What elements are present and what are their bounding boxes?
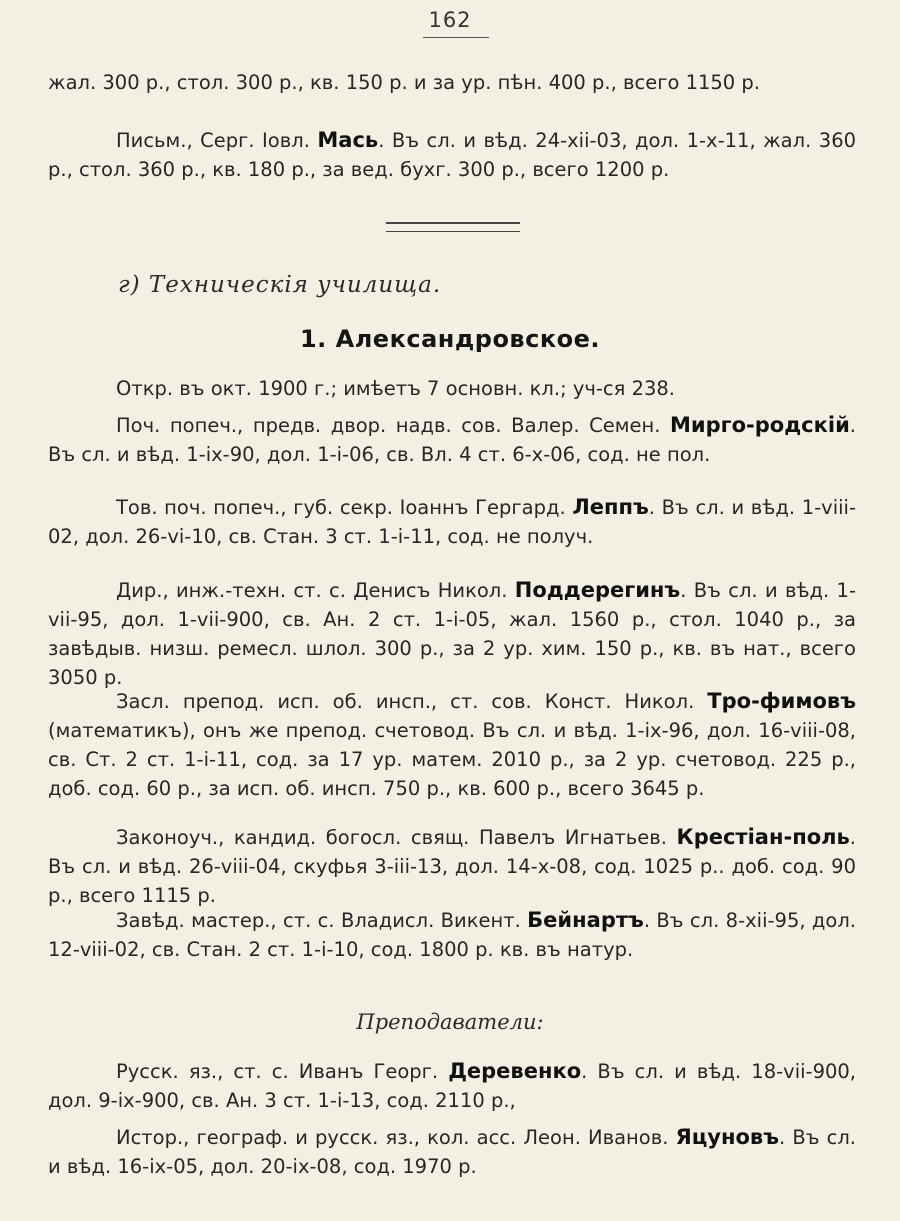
surname: Тро-фимовъ [707, 689, 856, 713]
entry-beinart: Завѣд. мастер., ст. с. Владисл. Викент. Бейнартъ. Въ сл. 8-xii-95, дол. 12-viii-02, св. Стан. 2 ст. 1-i-10, сод. 1800 р. кв. въ натур. [48, 908, 856, 961]
section-divider [386, 222, 520, 232]
school-title: 1. Александровское. [299, 325, 601, 353]
surname: Крестіан-поль [676, 825, 850, 849]
paragraph-continuation: жал. 300 р., стол. 300 р., кв. 150 р. и за ур. пѣн. 400 р., всего 1150 р. [48, 71, 760, 94]
page-number: 162 [428, 8, 472, 32]
surname: Мась [317, 128, 379, 152]
entry-krestianpol: Законоуч., кандид. богосл. свящ. Павелъ Игнатьев. Крестіан-поль. Въ сл. и вѣд. 26-viii-04, скуфья 3-iii-13, дол. 14-x-08, сод. 1025 р.. доб. сод. 90 р., всего 1115 р. [48, 825, 856, 907]
page-number-rule [423, 37, 489, 38]
entry-lepp: Тов. поч. попеч., губ. секр. Іоаннъ Гергард. Леппъ. Въ сл. и вѣд. 1-viii-02, дол. 26-vi-10, св. Стан. 3 ст. 1-i-11, сод. не получ. [48, 495, 856, 548]
entry-yatsunov: Истор., географ. и русск. яз., кол. асс. Леон. Иванов. Яцуновъ. Въ сл. и вѣд. 16-ix-05, дол. 20-ix-08, сод. 1970 р. [48, 1125, 856, 1178]
surname: Бейнартъ [527, 908, 644, 932]
school-info: Откр. въ окт. 1900 г.; имѣетъ 7 основн. кл.; уч-ся 238. [116, 377, 675, 400]
section-title: г) Техническія училища. [118, 272, 442, 298]
entry-derevenko: Русск. яз., ст. с. Иванъ Георг. Деревенко. Въ сл. и вѣд. 18-vii-900, дол. 9-ix-900, св. Ан. 3 ст. 1-i-13, сод. 2110 р., [48, 1059, 856, 1112]
surname: Яцуновъ [675, 1125, 779, 1149]
surname: Леппъ [572, 495, 649, 519]
entry-trofimov: Засл. препод. исп. об. инсп., ст. сов. Конст. Никол. Тро-фимовъ (математикъ), онъ же препод. счетовод. Въ сл. и вѣд. 1-ix-96, дол. 16-viii-08, св. Ст. 2 ст. 1-i-11, сод. за 17 ур. матем. 2010 р., за 2 ур. счетовод. 225 р., доб. сод. 60 р., за исп. об. инсп. 750 р., кв. 600 р., всего 3645 р. [48, 689, 856, 800]
teachers-heading: Преподаватели: [356, 1010, 544, 1034]
surname: Деревенко [448, 1059, 582, 1083]
surname: Мирго-родскій [670, 413, 850, 437]
surname: Поддерегинъ [514, 578, 681, 602]
entry-mirgorodsky: Поч. попеч., предв. двор. надв. сов. Валер. Семен. Мирго-родскій. Въ сл. и вѣд. 1-ix-90, дол. 1-i-06, св. Вл. 4 ст. 6-x-06, сод. не пол. [48, 413, 856, 466]
entry-mas: Письм., Серг. Іовл. Мась. Въ сл. и вѣд. 24-xii-03, дол. 1-x-11, жал. 360 р., стол. 360 р., кв. 180 р., за вед. бухг. 300 р., всего 1200 р. [48, 128, 857, 181]
entry-podderegin: Дир., инж.-техн. ст. с. Денисъ Никол. Поддерегинъ. Въ сл. и вѣд. 1-vii-95, дол. 1-vii-900, св. Ан. 2 ст. 1-i-05, жал. 1560 р., стол. 1040 р., за завѣдыв. низш. ремесл. шлол. 300 р., за 2 ур. хим. 150 р., кв. въ нат., всего 3050 р. [48, 578, 856, 689]
